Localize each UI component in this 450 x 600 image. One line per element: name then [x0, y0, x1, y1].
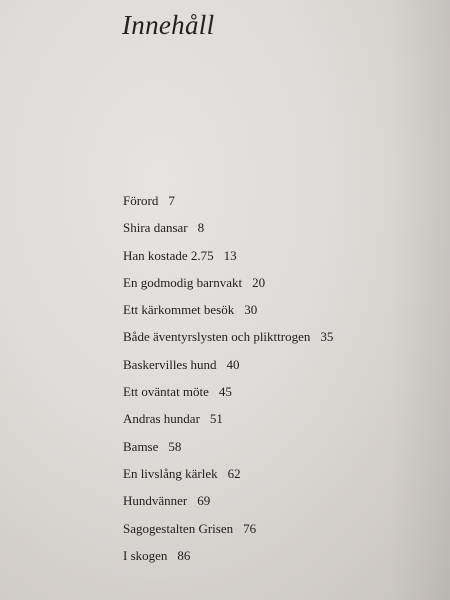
toc-entry	[123, 460, 333, 487]
page-number: 76	[243, 520, 257, 536]
chapter-title: I skogen	[123, 547, 168, 563]
chapter-title: Baskervilles hund	[123, 356, 217, 372]
chapter-title: Han kostade 2.75	[123, 247, 214, 263]
page-number: 45	[218, 384, 232, 400]
toc-entry	[123, 242, 333, 269]
page-number: 30	[244, 302, 258, 318]
chapter-title: Förord	[123, 193, 159, 208]
table-of-contents	[123, 187, 333, 569]
chapter-title: Ett oväntat möte	[123, 384, 209, 400]
chapter-title: Bamse	[123, 438, 159, 454]
toc-entry	[123, 214, 333, 241]
toc-entry	[123, 487, 333, 514]
chapter-title: Andras hundar	[123, 411, 200, 427]
page-shadow	[390, 0, 450, 600]
toc-entry	[123, 378, 333, 405]
page-title: Innehåll	[122, 10, 215, 40]
page-number: 8	[197, 220, 205, 236]
chapter-title: En godmodig barnvakt	[123, 274, 243, 290]
page-number: 51	[209, 411, 223, 427]
page-number: 35	[320, 329, 334, 345]
chapter-title: Både äventyrslysten och plikttrogen	[123, 329, 311, 345]
toc-entry	[123, 269, 333, 296]
page-number: 69	[197, 493, 211, 509]
chapter-title: Ett kärkommet besök	[123, 302, 235, 318]
chapter-title: Shira dansar	[123, 220, 188, 236]
toc-entry	[123, 351, 333, 378]
toc-entry	[123, 433, 333, 460]
chapter-title: En livslång kärlek	[123, 465, 218, 481]
page-number: 58	[168, 438, 182, 454]
page-number: 62	[227, 465, 241, 481]
chapter-title: Hundvänner	[123, 493, 188, 509]
page-number: 40	[226, 356, 240, 372]
page-number: 20	[252, 274, 266, 290]
page-number: 13	[223, 247, 237, 263]
toc-entry	[123, 542, 333, 569]
page-number: 7	[168, 193, 175, 208]
toc-entry	[123, 515, 333, 542]
page-number: 86	[177, 547, 191, 563]
chapter-title: Sagogestalten Grisen	[123, 520, 234, 536]
toc-entry	[123, 187, 333, 214]
toc-entry	[123, 296, 333, 323]
toc-entry	[123, 323, 333, 350]
toc-entry	[123, 405, 333, 432]
